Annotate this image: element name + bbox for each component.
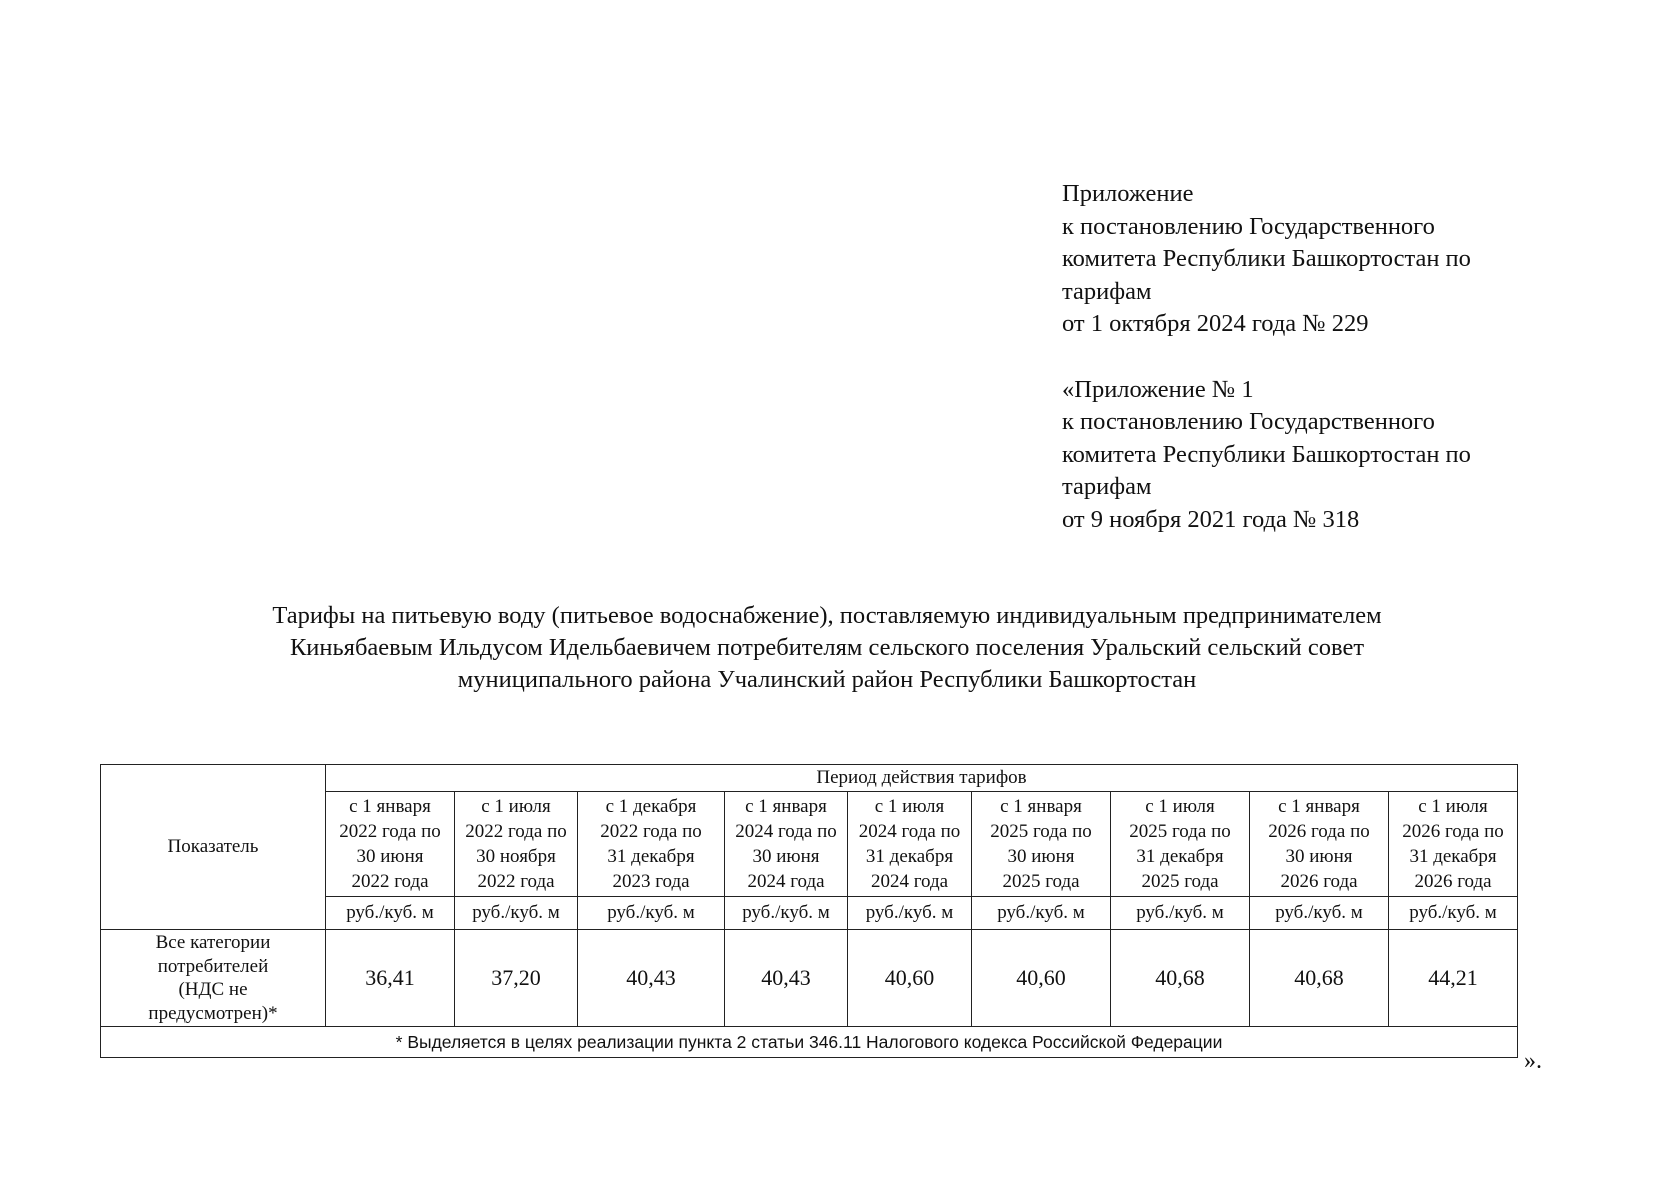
period-line: 31 декабря <box>1136 846 1224 867</box>
period-line: 31 декабря <box>865 846 954 867</box>
tariff-value-cell: 44,21 <box>1389 930 1518 1027</box>
period-line: 2026 года по <box>1268 821 1370 842</box>
period-header: Период действия тарифов <box>326 765 1518 792</box>
unit-cell: руб./куб. м <box>455 897 578 930</box>
row-label-line: Все категории <box>155 932 271 953</box>
period-line: 2023 года <box>612 871 690 892</box>
document-title <box>150 600 1504 696</box>
row-label-line: (НДС не <box>178 979 248 1000</box>
tariff-value-cell: 40,68 <box>1250 930 1389 1027</box>
quoted-appendix-line: тарифам <box>1062 473 1152 500</box>
period-line: 2026 года <box>1280 871 1358 892</box>
footnote-row <box>101 1027 1518 1058</box>
period-column-header <box>326 792 455 897</box>
quoted-appendix-line: «Приложение № 1 <box>1062 375 1254 403</box>
indicator-header: Показатель <box>101 765 326 930</box>
period-line: 30 июня <box>356 846 424 867</box>
period-line: 2025 года по <box>990 821 1092 842</box>
tariff-value-cell: 40,60 <box>972 930 1111 1027</box>
period-column-header <box>455 792 578 897</box>
tariff-value-cell: 40,60 <box>848 930 972 1027</box>
period-line: с 1 января <box>1000 796 1082 817</box>
period-line: с 1 января <box>745 796 827 817</box>
tariff-value-cell: 37,20 <box>455 930 578 1027</box>
period-line: 2022 года <box>351 871 429 892</box>
period-line: 2022 года по <box>600 821 702 842</box>
unit-cell: руб./куб. м <box>1389 897 1518 930</box>
closing-quote-mark: ». <box>1524 1048 1542 1074</box>
period-line: с 1 июля <box>1145 796 1215 817</box>
appendix-line: от 1 октября 2024 года № 229 <box>1062 310 1369 337</box>
quoted-appendix-line: комитета Республики Башкортостан по <box>1062 440 1471 468</box>
unit-cell: руб./куб. м <box>578 897 725 930</box>
tariff-value-cell: 36,41 <box>326 930 455 1027</box>
tariff-value-cell: 40,43 <box>578 930 725 1027</box>
period-column-header <box>1389 792 1518 897</box>
period-line: 2025 года <box>1141 871 1219 892</box>
period-line: 2022 года <box>477 871 555 892</box>
period-line: с 1 декабря <box>605 796 697 817</box>
period-line: с 1 июля <box>481 796 551 817</box>
period-column-header <box>972 792 1111 897</box>
period-line: 2025 года <box>1002 871 1080 892</box>
title-line: муниципального района Учалинский район Республики Башкортостан <box>457 666 1197 693</box>
period-column-header <box>725 792 848 897</box>
period-line: 30 ноября <box>476 846 556 867</box>
period-column-header <box>1250 792 1389 897</box>
period-line: 2024 года по <box>735 821 837 842</box>
period-line: 2022 года по <box>465 821 567 842</box>
unit-cell: руб./куб. м <box>725 897 848 930</box>
period-line: 30 июня <box>1285 846 1353 867</box>
title-line: Киньябаевым Ильдусом Идельбаевичем потребителям сельского поселения Уральский сельский совет <box>289 634 1365 661</box>
appendix-line: тарифам <box>1062 277 1152 305</box>
period-line: 2024 года <box>747 871 825 892</box>
header-row-period <box>101 765 1518 792</box>
appendix-spacer <box>1062 341 1562 374</box>
period-line: 30 июня <box>1007 846 1075 867</box>
unit-cell: руб./куб. м <box>848 897 972 930</box>
unit-cell: руб./куб. м <box>326 897 455 930</box>
period-line: с 1 января <box>349 796 431 817</box>
table-row <box>101 930 1518 1027</box>
tariff-table <box>100 764 1518 1058</box>
period-line: 2026 года <box>1414 871 1492 892</box>
period-line: с 1 июля <box>1418 796 1488 817</box>
period-line: 2024 года <box>870 871 949 892</box>
tariff-value-cell: 40,43 <box>725 930 848 1027</box>
appendix-line: Приложение <box>1062 180 1194 207</box>
period-line: 31 декабря <box>607 846 695 867</box>
period-line: с 1 января <box>1278 796 1360 817</box>
footnote: * Выделяется в целях реализации пункта 2 статьи 346.11 Налогового кодекса Российской Федерации <box>101 1027 1518 1058</box>
period-line: 2022 года по <box>339 821 441 842</box>
unit-cell: руб./куб. м <box>1111 897 1250 930</box>
row-label-all-consumers <box>101 930 326 1027</box>
quoted-appendix-line: к постановлению Государственного <box>1062 408 1435 435</box>
period-line: 2026 года по <box>1402 821 1504 842</box>
period-line: 2025 года по <box>1129 821 1231 842</box>
period-column-header <box>578 792 725 897</box>
row-label-line: предусмотрен)* <box>148 1002 278 1024</box>
period-line: 30 июня <box>752 846 820 867</box>
period-line: с 1 июля <box>874 796 945 817</box>
period-line: 2024 года по <box>858 821 961 842</box>
appendix-line: комитета Республики Башкортостан по <box>1062 245 1471 272</box>
unit-cell: руб./куб. м <box>1250 897 1389 930</box>
period-column-header <box>848 792 972 897</box>
title-line: Тарифы на питьевую воду (питьевое водоснабжение), поставляемую индивидуальным предпринимателем <box>272 602 1382 629</box>
row-label-line: потребителей <box>157 955 269 977</box>
unit-cell: руб./куб. м <box>972 897 1111 930</box>
appendix-block <box>1062 178 1562 536</box>
quoted-appendix-line: от 9 ноября 2021 года № 318 <box>1062 505 1360 533</box>
tariff-value-cell: 40,68 <box>1111 930 1250 1027</box>
period-line: 31 декабря <box>1409 846 1497 867</box>
period-column-header <box>1111 792 1250 897</box>
appendix-line: к постановлению Государственного <box>1062 212 1435 240</box>
